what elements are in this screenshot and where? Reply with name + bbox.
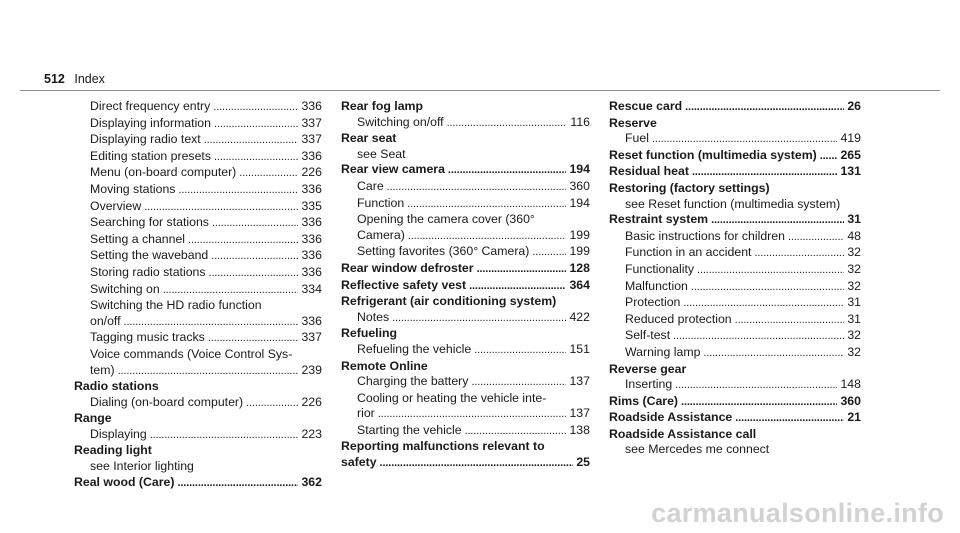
index-heading [341,162,590,179]
entry-page: 151 [569,341,590,356]
entry-text: Reverse gear [609,361,687,376]
entry-text: Refueling [341,326,398,341]
dot-leader [675,377,837,394]
entry-text: Displaying radio text [90,132,201,147]
index-entry [74,165,322,182]
dot-leader [697,262,844,279]
index-entry [74,459,322,475]
entry-page: 32 [847,245,861,260]
entry-text: Camera) [357,227,405,242]
dot-leader [177,475,298,492]
index-heading [609,410,861,427]
dot-leader [477,261,567,278]
entry-text: Real wood (Care) [74,474,175,489]
entry-page: 239 [301,362,322,377]
index-entry [341,391,590,407]
dot-leader [118,363,299,380]
index-entry [74,116,322,133]
entry-text: Refueling the vehicle [357,341,472,356]
entry-page: 138 [569,422,590,437]
dot-leader [378,406,567,423]
dot-leader [163,282,299,299]
entry-page: 419 [840,131,861,146]
page-header [44,72,105,86]
entry-text: Starting the vehicle [357,422,462,437]
index-heading [609,394,861,411]
entry-page: 360 [840,393,861,408]
entry-page: 137 [569,406,590,421]
dot-leader [239,165,298,182]
index-entry [341,147,590,163]
index-entry [74,395,322,412]
index-entry [74,314,322,331]
index-entry [341,374,590,391]
index-heading [609,362,861,378]
entry-page: 137 [569,374,590,389]
entry-page: 194 [569,162,590,177]
entry-text: Menu (on-board computer) [90,165,237,180]
entry-page: 116 [570,114,590,129]
entry-text: Reduced protection [625,311,732,326]
entry-page: 337 [301,330,322,345]
entry-text: see Interior lighting [90,459,194,474]
entry-page: 336 [301,248,322,263]
entry-text: Rear fog lamp [341,99,423,113]
entry-page: 31 [847,311,861,326]
index-entry [74,99,322,116]
index-entry [74,347,322,363]
dot-leader [820,148,838,165]
dot-leader [692,164,838,181]
entry-page: 25 [576,455,590,470]
dot-leader [754,245,844,262]
entry-text: Function in an accident [625,245,752,260]
entry-page: 199 [569,244,590,259]
dot-leader [465,423,567,440]
entry-text: rior [357,406,375,421]
entry-text: see Seat [357,146,406,161]
entry-page: 336 [301,231,322,246]
index-entry [609,377,861,394]
dot-leader [788,229,844,246]
page-number: 512 [44,72,65,86]
index-heading [341,439,590,455]
entry-page: 26 [847,99,861,113]
dot-leader [652,131,838,148]
entry-text: Restoring (factory settings) [609,180,770,195]
index-heading [609,212,861,229]
entry-text: Protection [625,295,681,310]
entry-page: 48 [847,228,861,243]
index-entry [74,199,322,216]
entry-page: 336 [301,313,322,328]
entry-text: Fuel [625,131,649,146]
index-entry [74,330,322,347]
index-heading [609,427,861,443]
index-entry [341,406,590,423]
dot-leader [691,279,844,296]
index-entry [609,131,861,148]
entry-page: 21 [847,410,861,425]
dot-leader [188,232,298,249]
entry-page: 364 [569,277,590,292]
entry-text: Direct frequency entry [90,99,211,113]
dot-leader [211,248,298,265]
entry-text: Moving stations [90,181,176,196]
entry-text: Storing radio stations [90,264,206,279]
entry-text: Setting the waveband [90,248,209,263]
dot-leader [735,410,844,427]
index-heading [74,443,322,459]
entry-text: Switching on/off [357,114,444,129]
index-entry [74,282,322,299]
entry-page: 336 [301,215,322,230]
dot-leader [214,116,298,133]
index-heading [609,116,861,132]
entry-page: 334 [301,281,322,296]
entry-text: Reserve [609,115,657,130]
entry-text: Refrigerant (air conditioning system) [341,294,557,309]
entry-text: Rims (Care) [609,393,679,408]
index-heading [341,359,590,375]
entry-page: 131 [840,164,861,179]
entry-page: 337 [301,115,322,130]
dot-leader [471,374,566,391]
entry-text: Switching the HD radio function [90,298,262,313]
entry-text: Radio stations [74,379,159,394]
index-entry [74,248,322,265]
dot-leader [124,314,299,331]
entry-text: Rescue card [609,99,683,113]
entry-page: 336 [301,99,322,113]
dot-leader [208,330,299,347]
entry-text: Editing station presets [90,148,211,163]
index-heading [341,261,590,278]
dot-leader [144,199,298,216]
entry-text: Opening the camera cover (360° [357,212,535,227]
index-entry [341,244,590,261]
entry-page: 32 [847,278,861,293]
dot-leader [407,196,566,213]
index-heading [341,326,590,342]
entry-page: 32 [847,328,861,343]
entry-page: 265 [840,147,861,162]
entry-text: Restraint system [609,212,709,227]
dot-leader [209,265,299,282]
index-column-3 [609,99,861,458]
index-entry [609,197,861,213]
entry-text: Function [357,195,405,210]
entry-page: 199 [569,227,590,242]
index-entry [341,196,590,213]
entry-text: Range [74,411,112,426]
index-entry [74,265,322,282]
entry-text: Malfunction [625,278,688,293]
dot-leader [681,394,837,411]
index-heading [74,475,322,492]
dot-leader [673,328,844,345]
dot-leader [408,228,567,245]
header-divider [20,90,940,91]
dot-leader [150,427,299,444]
entry-text: Rear seat [341,131,397,146]
entry-page: 31 [847,212,861,227]
dot-leader [469,278,566,295]
entry-text: Reset function (multimedia system) [609,147,817,162]
entry-text: Rear view camera [341,162,445,177]
dot-leader [392,310,566,327]
entry-page: 226 [301,394,322,409]
index-heading [609,148,861,165]
index-entry [74,182,322,199]
index-entry [609,279,861,296]
index-heading [74,379,322,395]
entry-page: 31 [847,295,861,310]
index-entry [74,149,322,166]
dot-leader [387,179,567,196]
dot-leader [213,99,298,116]
dot-leader [735,312,845,329]
section-title: Index [74,72,105,86]
index-entry [341,212,590,228]
index-entry [609,442,861,458]
dot-leader [711,212,844,229]
dot-leader [214,149,298,166]
index-entry [74,298,322,314]
index-entry [341,115,590,132]
index-heading [74,411,322,427]
entry-page: 128 [569,260,590,275]
index-entry [609,245,861,262]
index-heading [341,131,590,147]
watermark: carmanualsonline.info [651,498,944,528]
index-entry [609,345,861,362]
entry-page: 336 [301,264,322,279]
dot-leader [204,132,299,149]
dot-leader [683,295,844,312]
index-entry [609,229,861,246]
entry-page: 226 [301,165,322,180]
index-entry [74,132,322,149]
entry-page: 194 [569,195,590,210]
entry-text: Roadside Assistance [609,410,733,425]
entry-text: Care [357,178,384,193]
entry-text: Rear window defroster [341,260,474,275]
entry-text: Inserting [625,377,673,392]
entry-text: Searching for stations [90,215,209,230]
entry-page: 336 [301,148,322,163]
index-entry [74,363,322,380]
entry-text: Switching on [90,281,160,296]
index-heading [341,278,590,295]
entry-text: Notes [357,309,390,324]
entry-text: Reading light [74,443,152,458]
index-entry [609,295,861,312]
dot-leader [474,342,566,359]
entry-text: Roadside Assistance call [609,426,757,441]
index-entry [609,262,861,279]
entry-text: Displaying information [90,115,211,130]
index-heading [609,181,861,197]
index-column-2 [341,99,590,472]
entry-text: Setting favorites (360° Camera) [357,244,530,259]
index-entry [341,310,590,327]
entry-text: Cooling or heating the vehicle inte- [357,390,547,405]
entry-text: Remote Online [341,358,428,373]
entry-text: Setting a channel [90,231,186,246]
entry-text: see Reset function (multimedia system) [625,196,841,211]
entry-page: 422 [569,309,590,324]
dot-leader [703,345,844,362]
dot-leader [212,215,299,232]
index-entry [341,179,590,196]
entry-page: 362 [301,474,322,489]
entry-text: Overview [90,198,142,213]
index-entry [609,328,861,345]
index-heading [341,294,590,310]
entry-text: Tagging music tracks [90,330,205,345]
entry-text: Functionality [625,261,695,276]
entry-text: Reflective safety vest [341,277,467,292]
entry-text: Basic instructions for children [625,228,785,243]
entry-text: Displaying [90,426,147,441]
index-entry [609,312,861,329]
entry-text: Dialing (on-board computer) [90,394,244,409]
index-heading [341,99,590,115]
index-heading [341,455,590,472]
dot-leader [380,455,574,472]
entry-page: 148 [840,377,861,392]
entry-text: on/off [90,313,121,328]
entry-page: 336 [301,181,322,196]
entry-text: Charging the battery [357,374,469,389]
entry-page: 337 [301,132,322,147]
entry-text: Residual heat [609,164,689,179]
entry-page: 360 [569,178,590,193]
entry-text: Warning lamp [625,344,701,359]
dot-leader [685,99,844,116]
entry-page: 335 [301,198,322,213]
index-entry [74,427,322,444]
entry-text: safety [341,455,377,470]
index-heading [609,164,861,181]
dot-leader [447,115,568,132]
index-heading [609,99,861,116]
entry-page: 223 [301,426,322,441]
index-column-1 [74,99,322,491]
entry-page: 32 [847,261,861,276]
index-entry [341,228,590,245]
entry-page: 32 [847,344,861,359]
dot-leader [532,244,566,261]
index-entry [341,423,590,440]
entry-text: tem) [90,362,115,377]
dot-leader [178,182,298,199]
entry-text: Voice commands (Voice Control Sys- [90,346,293,361]
entry-text: see Mercedes me connect [625,442,770,457]
index-entry [74,215,322,232]
entry-text: Reporting malfunctions relevant to [341,439,545,454]
index-entry [341,342,590,359]
index-entry [74,232,322,249]
entry-text: Self-test [625,328,671,343]
dot-leader [246,395,298,412]
dot-leader [448,162,567,179]
